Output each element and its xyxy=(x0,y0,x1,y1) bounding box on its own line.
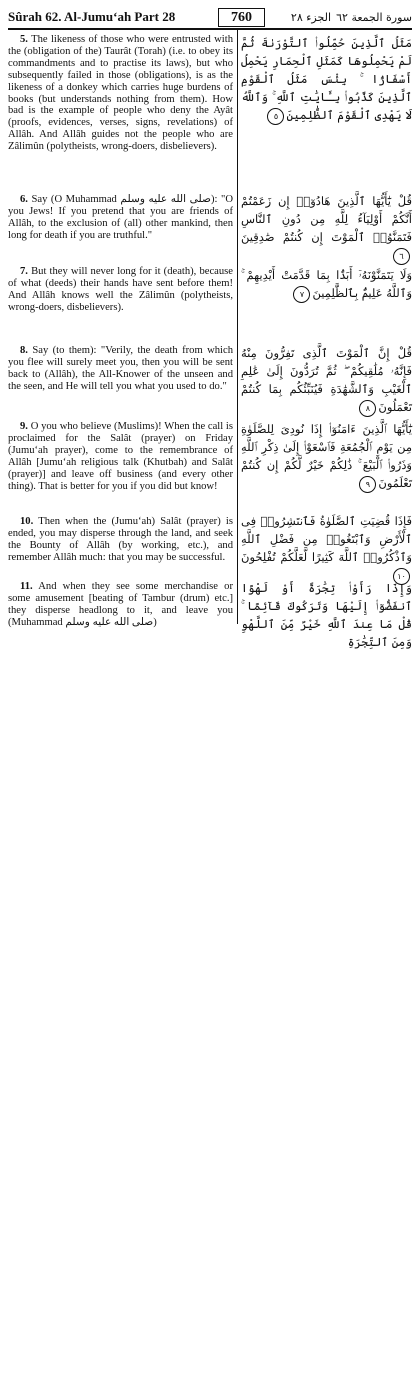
verse-text: Say (to them): "Verily, the death from which you flee will surely meet you, then you will be sent back to (Allâh), the All-Knower of the unseen and the seen, and He will tell you what you used to do." xyxy=(8,345,233,392)
arabic-text: فَإِذَا قُضِيَتِ ٱلصَّلَوٰةُ فَٱنتَشِرُوا۟ فِى ٱلْأَرْضِ وَٱبْتَغُوا۟ مِن فَضْلِ ٱللَّهِ وَٱذْكُرُوا۟ ٱللَّهَ كَثِيرًا لَّعَلَّكُمْ تُفْلِحُونَ xyxy=(241,514,412,564)
verse-9-arabic xyxy=(241,420,412,493)
verse-11-arabic xyxy=(241,579,412,651)
verse-10-arabic xyxy=(241,512,412,585)
ayah-number-marker: ٩ xyxy=(359,476,376,493)
verse-8-english xyxy=(8,345,233,393)
page-number: 760 xyxy=(218,8,265,27)
verse-8-arabic xyxy=(241,344,412,417)
verse-number: 8. xyxy=(20,345,28,356)
arabic-text: وَإِذَا رَأَوْا۟ تِجَٰرَةً أَوْ لَهْوًا ٱنفَضُّوٓا۟ إِلَيْهَا وَتَرَكُوكَ قَآئِمًا ۚ قُلْ مَا عِندَ ٱللَّهِ خَيْرٌ مِّنَ ٱللَّهْوِ وَمِنَ ٱلتِّجَٰرَةِ xyxy=(241,581,412,649)
verse-number: 10. xyxy=(20,516,34,527)
column-divider xyxy=(237,30,238,624)
verse-11-english xyxy=(8,581,233,629)
verse-text: Say (O Muhammad صلى الله عليه وسلم): "O you Jews! If you pretend that you are friends of Allâh, to the exclusion of (all) other mankind, then long for death if you are truthful." xyxy=(8,194,233,241)
verse-text: But they will never long for it (death), because of what (deeds) their hands have sent before them! And Allâh knows well the Zâlimûn (polytheists, wrong-doers, disbelievers). xyxy=(8,266,233,313)
verse-text: Then when the (Jumu‘ah) Salât (prayer) is ended, you may disperse through the land, and seek the Bounty of Allâh (by working, etc.), and remember Allâh much: that you may be successful. xyxy=(8,516,233,563)
header-title: Sûrah 62. Al-Jumu‘ah Part 28 xyxy=(8,9,176,24)
verse-number: 11. xyxy=(20,581,33,592)
verse-text: O you who believe (Muslims)! When the call is proclaimed for the Salât (prayer) on Friday (Jumu‘ah prayer), come to the remembrance of Allâh [Jumu‘ah religious talk (Khutbah) and Salât (prayer)] and leave off business (and every other thing). That is better for you if you did but know! xyxy=(8,421,233,492)
ayah-number-marker: ٥ xyxy=(267,108,284,125)
page-header xyxy=(8,6,412,30)
verse-10-english xyxy=(8,516,233,564)
arabic-text: قُلْ يَٰٓأَيُّهَا ٱلَّذِينَ هَادُوٓا۟ إِن زَعَمْتُمْ أَنَّكُمْ أَوْلِيَآءُ لِلَّهِ مِن دُونِ ٱلنَّاسِ فَتَمَنَّوُا۟ ٱلْمَوْتَ إِن كُنتُمْ صَٰدِقِينَ xyxy=(241,194,412,244)
arabic-text: قُلْ إِنَّ ٱلْمَوْتَ ٱلَّذِى تَفِرُّونَ مِنْهُ فَإِنَّهُۥ مُلَٰقِيكُمْ ۖ ثُمَّ تُرَدُّونَ إِلَىٰ عَٰلِمِ ٱلْغَيْبِ وَٱلشَّهَٰدَةِ فَيُنَبِّئُكُم بِمَا كُنتُمْ تَعْمَلُونَ xyxy=(241,346,412,414)
verse-number: 5. xyxy=(20,34,28,45)
verse-text: And when they see some merchandise or some amusement [beating of Tambur (drum) etc.] they disperse headlong to it, and leave you (Muhammad صلى الله عليه وسلم) xyxy=(8,581,233,628)
ayah-number-marker: ٧ xyxy=(293,286,310,303)
verse-text: The likeness of those who were entrusted with the (obligation of the) Taurât (Torah) (i.e. to obey its commandments and to practise its laws), but who subsequently failed in those (obligations), is as the likeness of a donkey which carries huge burdens of books (but understands nothing from them). How bad is the example of people who deny the Ayât (proofs, evidences, verses, signs, revelations) of Allâh. And Allâh guides not the people who are Zâlimûn (polytheists, wrong-doers, disbelievers). xyxy=(8,34,233,153)
verse-number: 9. xyxy=(20,421,28,432)
verse-number: 6. xyxy=(20,194,28,205)
verse-7-arabic xyxy=(241,266,412,303)
verse-number: 7. xyxy=(20,266,28,277)
verse-5-english xyxy=(8,34,233,153)
ayah-number-marker: ١٠ xyxy=(393,568,410,585)
verse-6-english xyxy=(8,194,233,242)
verse-6-arabic xyxy=(241,192,412,265)
ayah-number-marker: ٨ xyxy=(359,400,376,417)
arabic-text: مَثَلُ ٱلَّذِينَ حُمِّلُوا۟ ٱلتَّوْرَىٰةَ ثُمَّ لَمْ يَحْمِلُوهَا كَمَثَلِ ٱلْحِمَارِ يَحْمِلُ أَسْفَارًۢا ۚ بِئْسَ مَثَلُ ٱلْقَوْمِ ٱلَّذِينَ كَذَّبُوا۟ بِـَٔايَٰتِ ٱللَّهِ ۚ وَٱللَّهُ لَا يَهْدِى ٱلْقَوْمَ ٱلظَّٰلِمِينَ xyxy=(241,36,412,122)
verse-5-arabic xyxy=(241,34,412,125)
verse-9-english xyxy=(8,421,233,492)
page xyxy=(8,6,412,649)
verse-7-english xyxy=(8,266,233,314)
header-surah-arabic: سورة الجمعة ٦٢ xyxy=(336,10,412,24)
arabic-text: وَلَا يَتَمَنَّوْنَهُۥٓ أَبَدًۢا بِمَا قَدَّمَتْ أَيْدِيهِمْ ۚ وَٱللَّهُ عَلِيمٌۢ بِٱلظَّٰلِمِينَ xyxy=(241,268,412,300)
arabic-text: يَٰٓأَيُّهَا ٱلَّذِينَ ءَامَنُوٓا۟ إِذَا نُودِىَ لِلصَّلَوٰةِ مِن يَوْمِ ٱلْجُمُعَةِ فَٱسْعَوْا۟ إِلَىٰ ذِكْرِ ٱللَّهِ وَذَرُوا۟ ٱلْبَيْعَ ۚ ذَٰلِكُمْ خَيْرٌ لَّكُمْ إِن كُنتُمْ تَعْلَمُونَ xyxy=(241,422,412,490)
ayah-number-marker: ٦ xyxy=(393,248,410,265)
header-juz-arabic: الجزء ٢٨ xyxy=(290,10,331,24)
